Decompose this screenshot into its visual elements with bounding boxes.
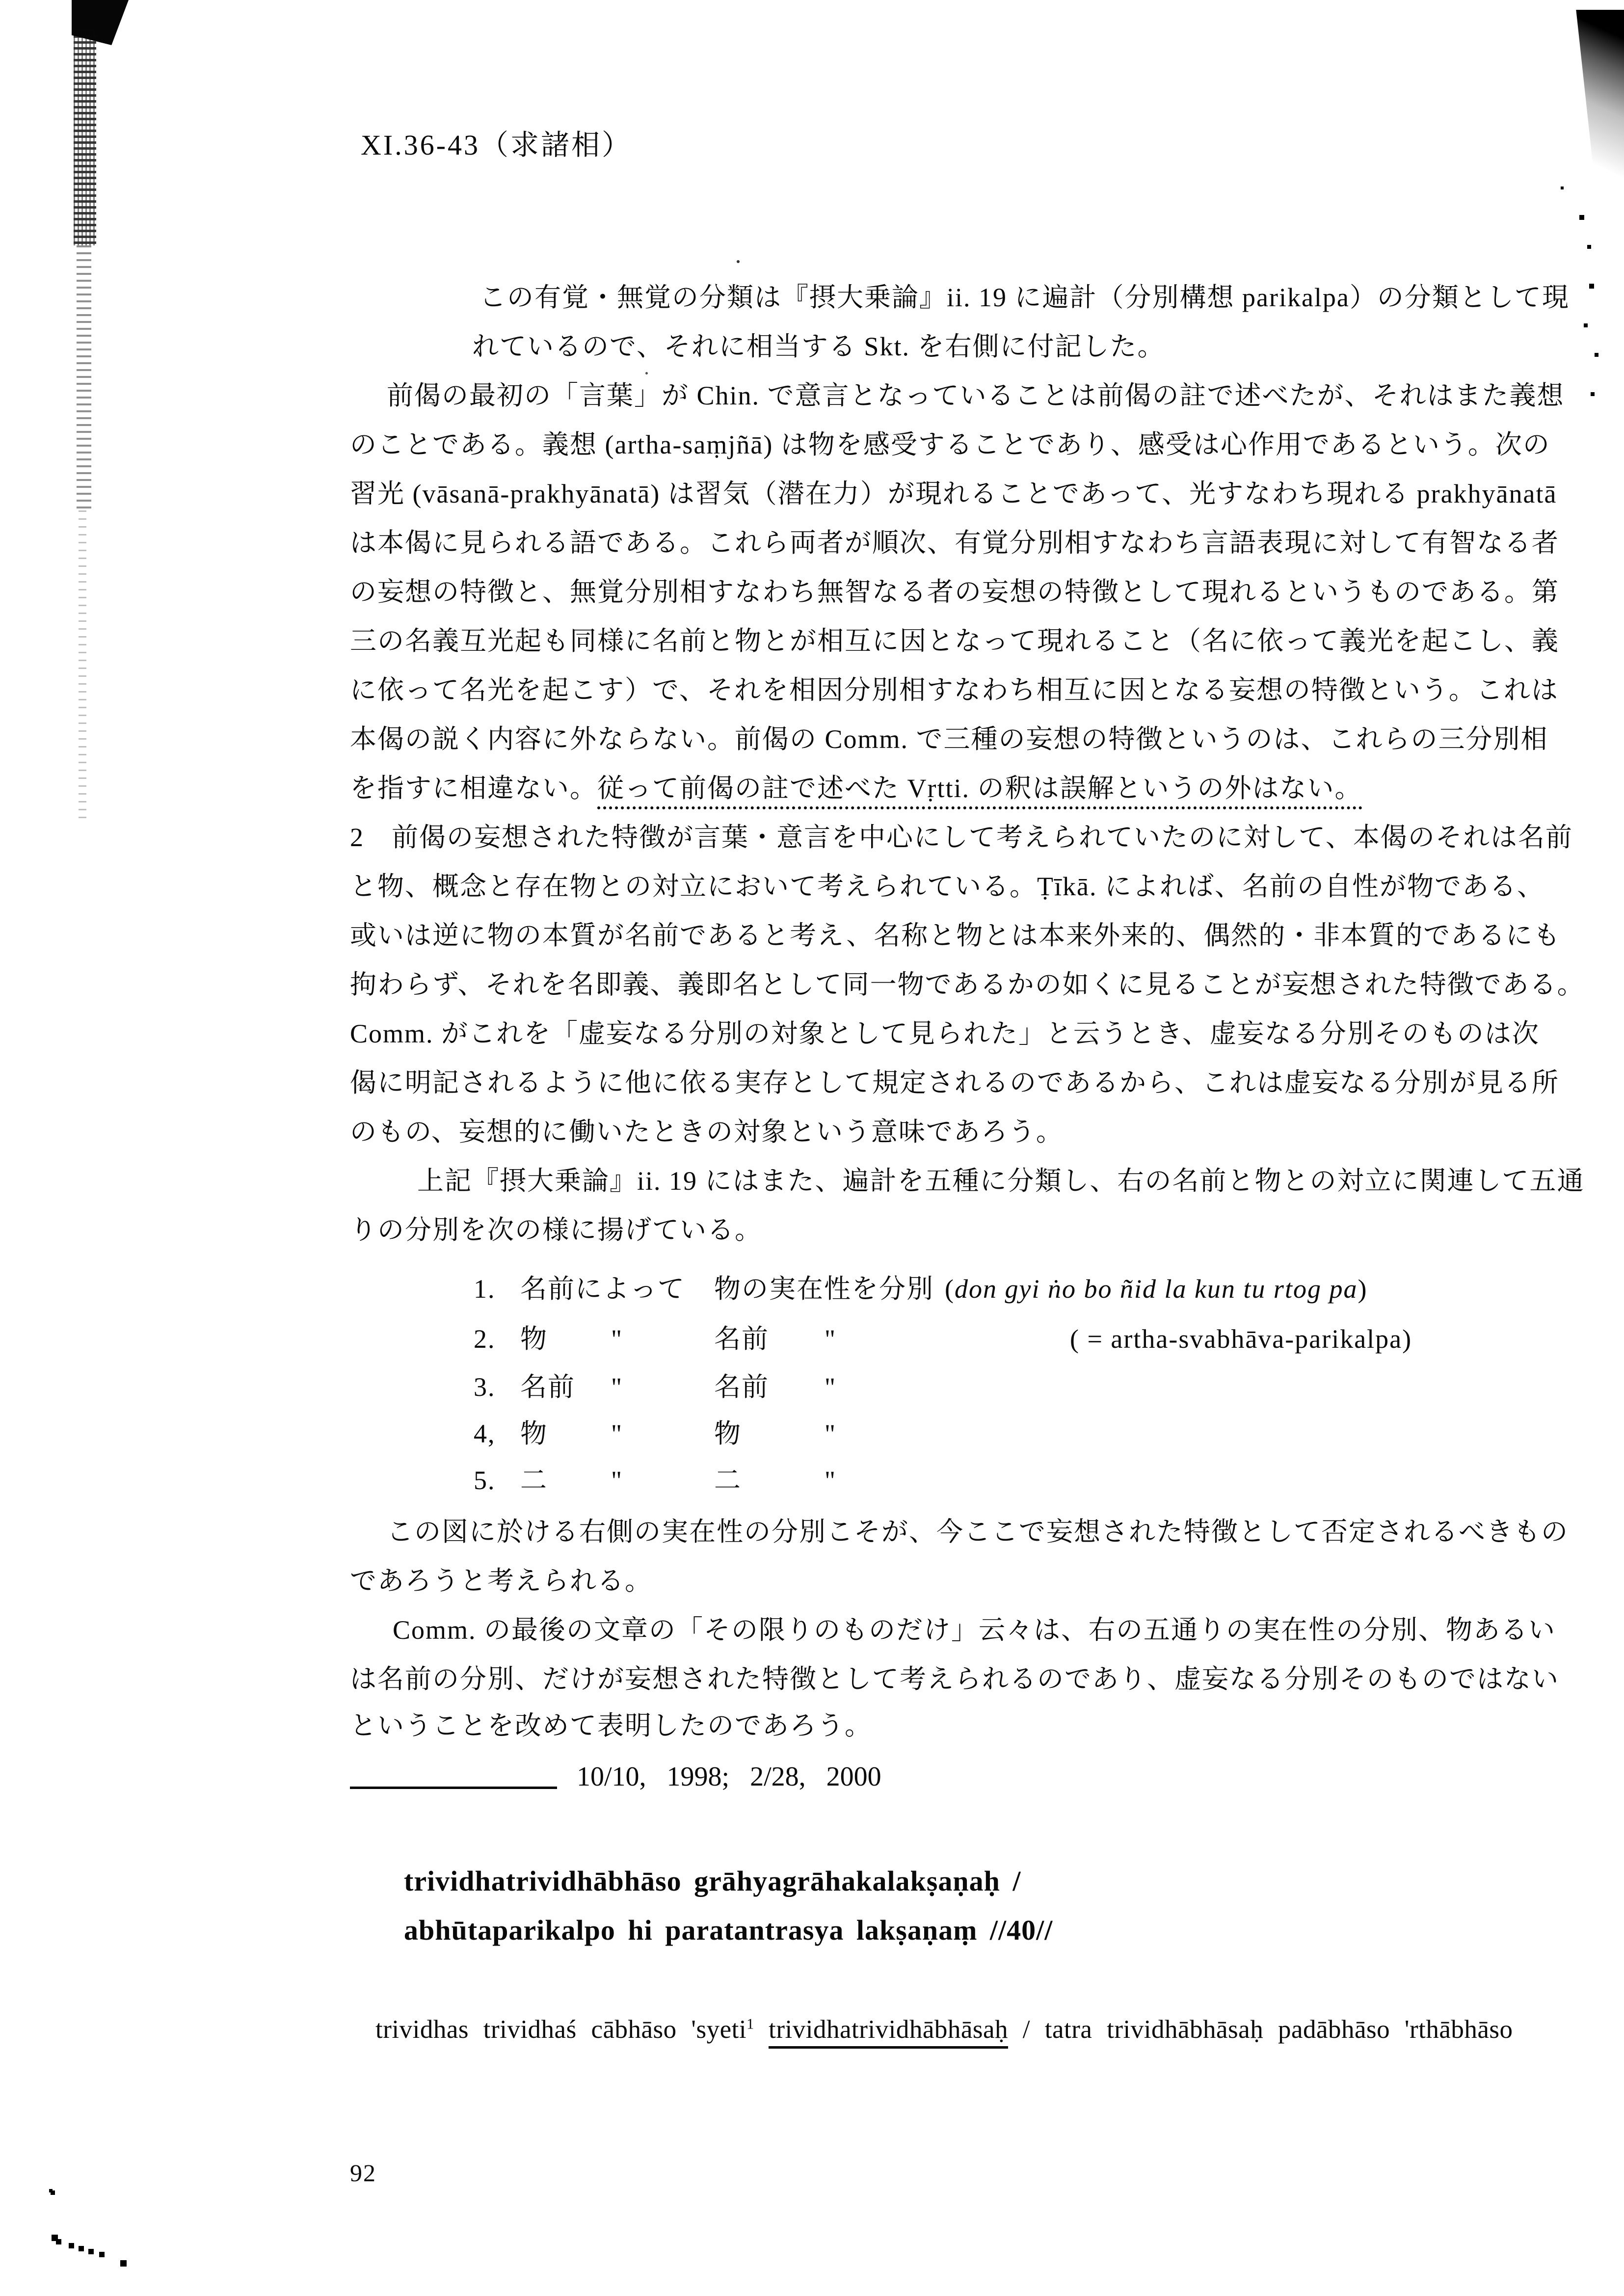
segment-text: 習光 (vāsanā-prakhyānatā) は習気（潜在力）が現れることであって、光すなわち現れる prakhyānatā	[350, 479, 1557, 508]
segment-text: は本偈に見られる語である。これら両者が順次、有覚分別相すなわち言語表現に対して有智なる者	[350, 528, 1559, 558]
segment-text: と物、概念と存在物との対立において考えられている。Ṭīkā. によれば、名前の自性が物である、	[350, 872, 1544, 901]
list-cell	[945, 1274, 1367, 1304]
list-cell	[825, 1465, 836, 1495]
segment-u: trividhatrividhābhāsaḥ	[769, 2015, 1008, 2049]
list-cell	[520, 1465, 548, 1495]
scan-artifact-dot	[737, 260, 740, 263]
list-cell	[520, 1324, 548, 1354]
segment-text: 名前	[520, 1372, 575, 1402]
segment-text: 物	[520, 1324, 548, 1354]
segment-text: に依って名光を起こす）で、それを相因分別相すなわち相互に因となる妄想の特徴という。これは	[350, 675, 1559, 705]
segment-i: don gyi ṅo bo ñid la kun tu rtog pa	[954, 1274, 1358, 1304]
segment-text: Comm. がこれを「虚妄なる分別の対象として見られた」と云うとき、虚妄なる分別そのものは次	[350, 1019, 1540, 1048]
list-cell	[611, 1372, 623, 1402]
segment-text: abhūtaparikalpo hi paratantrasya lakṣaṇaṃ //40//	[404, 1914, 1053, 1946]
segment-text: trividhatrividhābhāso grāhyagrāhakalakṣaṇaḥ /	[404, 1865, 1021, 1897]
segment-text: 2 前偈の妄想された特徴が言葉・意言を中心にして考えられていたのに対して、本偈のそれは名前	[350, 823, 1573, 852]
body-line	[387, 1517, 1569, 1547]
list-cell	[825, 1418, 836, 1449]
body-line	[479, 282, 1570, 313]
scan-artifact-left-streak	[74, 29, 96, 245]
segment-text: 4,	[474, 1419, 496, 1448]
scan-artifact-top-right-corner	[1570, 10, 1624, 226]
body-line	[350, 1566, 652, 1596]
segment-text: Comm. の最後の文章の「その限りのものだけ」云々は、右の五通りの実在性の分別、物あるい	[393, 1615, 1556, 1645]
segment-text: "	[611, 1419, 623, 1448]
segment-text: のもの、妄想的に働いたときの対象という意味であろう。	[350, 1117, 1064, 1147]
list-cell	[714, 1418, 742, 1449]
body-line	[350, 626, 1559, 656]
page-header: XI.36-43（求諸相）	[361, 129, 633, 161]
segment-text: 或いは逆に物の本質が名前であると考え、名称と物とは本来外来的、偶然的・非本質的であるにも	[350, 921, 1561, 950]
segment-text: 物の実在性を分別	[714, 1274, 934, 1304]
segment-text: 5.	[474, 1466, 496, 1495]
verse-line	[404, 1914, 1053, 1947]
segment-text: 二	[714, 1466, 742, 1495]
segment-text: を指すに相違ない。	[350, 774, 597, 803]
segment-text: 1.	[474, 1274, 496, 1304]
body-line	[350, 1068, 1559, 1098]
list-cell	[825, 1372, 836, 1402]
segment-text: 拘わらず、それを名即義、義即名として同一物であるかの如くに見ることが妄想された特徴である。	[350, 970, 1585, 999]
list-cell	[714, 1372, 769, 1402]
body-line	[350, 724, 1548, 754]
scan-artifact-left-streak	[77, 245, 91, 510]
segment-text: 名前によって	[520, 1274, 685, 1304]
segment-text: 名前	[714, 1372, 769, 1402]
body-line	[387, 380, 1565, 411]
scan-artifact-bottom-left-speckle	[49, 2189, 53, 2192]
list-cell	[611, 1324, 623, 1354]
list-cell	[611, 1465, 623, 1495]
segment-text: 名前	[714, 1324, 769, 1354]
scan-artifact-top-left-wedge	[72, 0, 129, 45]
segment-text: (	[945, 1274, 955, 1304]
segment-text: 二	[520, 1466, 548, 1495]
segment-text: のことである。義想 (artha-saṃjñā) は物を感受することであり、感受は心作用であるという。次の	[350, 430, 1550, 459]
segment-text: の妄想の特徴と、無覚分別相すなわち無智なる者の妄想の特徴として現れるというものである。第	[350, 577, 1559, 607]
body-line	[350, 822, 1573, 853]
segment-text: は名前の分別、だけが妄想された特徴として考えられるのであり、虚妄なる分別そのものではない	[350, 1664, 1559, 1694]
list-cell	[520, 1418, 548, 1449]
list-cell	[474, 1465, 496, 1495]
body-line	[350, 1117, 1064, 1147]
body-line	[350, 429, 1550, 460]
segment-text: ということを改めて表明したのであろう。	[350, 1711, 872, 1740]
segment-text: "	[825, 1372, 837, 1402]
body-line	[393, 1615, 1556, 1645]
segment-text: trividhas trividhaś cābhāso 'syeti	[375, 2015, 747, 2044]
body-line	[350, 871, 1544, 902]
scan-artifact-right-speckle	[1561, 187, 1564, 189]
body-line	[350, 1710, 872, 1741]
segment-text: 3.	[474, 1372, 496, 1402]
body-line	[350, 920, 1561, 951]
date-rule	[350, 1787, 557, 1789]
body-line	[350, 675, 1559, 705]
segment-text: 物	[714, 1419, 742, 1448]
segment-text: 三の名義互光起も同様に名前と物とが相互に因となって現れること（名に依って義光を起こし、義	[350, 626, 1559, 656]
list-cell	[520, 1274, 685, 1304]
list-cell	[520, 1372, 575, 1402]
body-line	[350, 528, 1559, 558]
scan-artifact-left-streak	[79, 510, 86, 825]
segment-text: 2.	[474, 1324, 496, 1354]
body-line	[350, 1018, 1540, 1049]
sanskrit-commentary-line	[375, 2015, 1513, 2045]
scan-artifact-dot	[645, 372, 648, 374]
segment-text: / tatra trividhābhāsaḥ padābhāso 'rthābhāso	[1008, 2015, 1513, 2044]
body-line	[350, 1215, 762, 1245]
body-line	[350, 479, 1557, 509]
body-line	[472, 331, 1165, 362]
segment-text: )	[1358, 1274, 1368, 1304]
list-cell	[474, 1274, 496, 1304]
segment-text: 前偈の最初の「言葉」が Chin. で意言となっていることは前偈の註で述べたが、それはまた義想	[387, 381, 1565, 410]
segment-text: この有覚・無覚の分類は『摂大乗論』ii. 19 に遍計（分別構想 parikalpa）の分類として現	[479, 283, 1570, 312]
segment-text: "	[611, 1466, 623, 1495]
list-cell	[1070, 1324, 1412, 1354]
segment-text: "	[611, 1324, 623, 1354]
segment-text: 偈に明記されるように他に依る実存として規定されるのであるから、これは虚妄なる分別が見る所	[350, 1068, 1559, 1097]
segment-sup: 1	[746, 2015, 754, 2032]
list-cell	[714, 1274, 934, 1304]
segment-text: ( = artha-svabhāva-parikalpa)	[1070, 1324, 1412, 1354]
segment-dot: 従って前偈の註で述べた Vṛtti. の釈は誤解というの外はない。	[597, 774, 1362, 809]
segment-text: "	[611, 1372, 623, 1402]
segment-text: "	[825, 1419, 837, 1448]
body-line	[350, 577, 1559, 607]
list-cell	[714, 1465, 742, 1495]
segment-text: "	[825, 1466, 837, 1495]
body-line	[350, 773, 1362, 803]
body-line	[350, 969, 1585, 1000]
list-cell	[714, 1324, 769, 1354]
segment-text: であろうと考えられる。	[350, 1566, 652, 1596]
list-cell	[474, 1372, 496, 1402]
list-cell	[474, 1324, 496, 1354]
segment-text: 本偈の説く内容に外ならない。前偈の Comm. で三種の妄想の特徴というのは、これらの三分別相	[350, 724, 1548, 754]
segment-text: 上記『摂大乗論』ii. 19 にはまた、遍計を五種に分類し、右の名前と物との対立に関連して五通	[417, 1166, 1585, 1196]
date-note: 10/10, 1998; 2/28, 2000	[577, 1762, 881, 1792]
segment-text: りの分別を次の様に揚げている。	[350, 1215, 762, 1245]
verse-line	[404, 1865, 1021, 1898]
list-cell	[474, 1418, 496, 1449]
segment-text: この図に於ける右側の実在性の分別こそが、今ここで妄想された特徴として否定されるべきもの	[387, 1517, 1569, 1547]
list-cell	[611, 1418, 623, 1449]
list-cell	[825, 1324, 836, 1354]
segment-text: れているので、それに相当する Skt. を右側に付記した。	[472, 332, 1165, 361]
body-line	[417, 1166, 1585, 1196]
page-number: 92	[350, 2159, 376, 2187]
segment-text: "	[825, 1324, 837, 1354]
body-line	[350, 1664, 1559, 1694]
segment-text	[754, 2015, 769, 2044]
segment-text: 物	[520, 1419, 548, 1448]
